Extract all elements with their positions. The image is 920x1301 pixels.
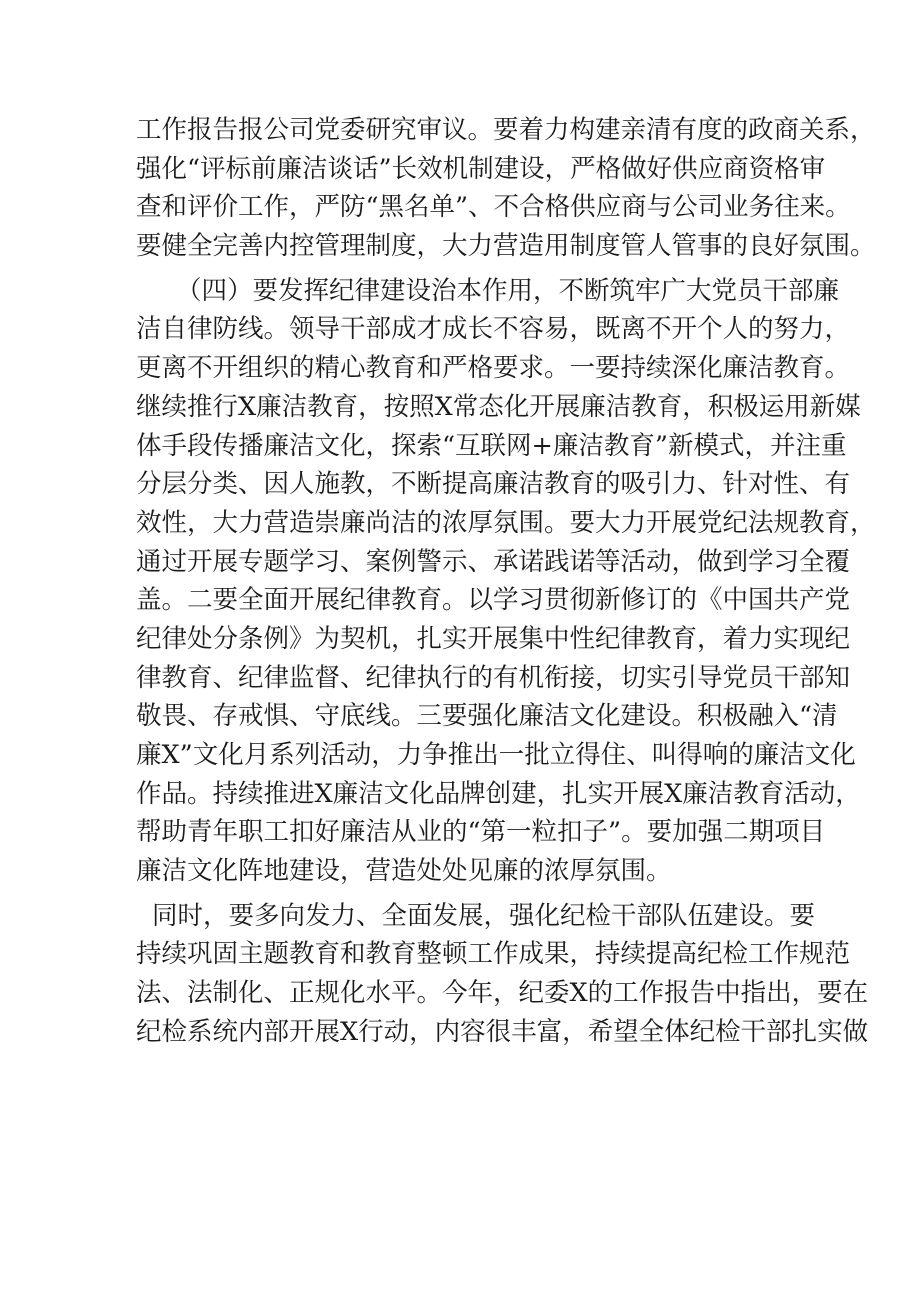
- text-line: 通过开展专题学习、案例警示、承诺践诺等活动，做到学习全覆: [136, 546, 851, 577]
- paragraph-3: [136, 897, 869, 1052]
- text-line: 要健全完善内控管理制度，大力营造用制度管人管事的良好氛围。: [136, 231, 876, 262]
- text-line: 洁自律防线。领导干部成才成长不容易，既离不开个人的努力，: [136, 314, 851, 345]
- text-line: 法、法制化、正规化水平。今年，纪委X的工作报告中指出，要在: [136, 978, 869, 1009]
- text-line: 纪律处分条例》为契机，扎实开展集中性纪律教育，着力实现纪: [136, 623, 851, 654]
- text-line: 体手段传播廉洁文化，探索“互联网+廉洁教育”新模式，并注重: [136, 430, 847, 461]
- paragraph-2: [136, 272, 876, 891]
- document-body: [136, 111, 876, 1052]
- text-line: 查和评价工作，严防“黑名单”、不合格供应商与公司业务往来。: [136, 192, 851, 223]
- text-line: 更离不开组织的精心教育和严格要求。一要持续深化廉洁教育。: [136, 353, 851, 384]
- text-line: 工作报告报公司党委研究审议。要着力构建亲清有度的政商关系，: [136, 115, 876, 145]
- text-line: 同时，要多向发力、全面发展，强化纪检干部队伍建设。要: [152, 900, 816, 931]
- text-line: 继续推行X廉洁教育，按照X常态化开展廉洁教育，积极运用新媒: [136, 391, 861, 422]
- text-line: 强化“评标前廉洁谈话”长效机制建设，严格做好供应商资格审: [136, 153, 826, 184]
- text-line: 帮助青年职工扣好廉洁从业的“第一粒扣子”。要加强二期项目: [136, 817, 826, 848]
- text-line: 分层分类、因人施教，不断提高廉洁教育的吸引力、针对性、有: [136, 469, 851, 500]
- text-line: 盖。二要全面开展纪律教育。以学习贯彻新修订的《中国共产党: [136, 585, 851, 616]
- text-line: 效性，大力营造崇廉尚洁的浓厚氛围。要大力开展党纪法规教育，: [136, 507, 876, 538]
- text-line: 廉洁文化阵地建设，营造处处见廉的浓厚氛围。: [136, 856, 672, 887]
- text-line: 作品。持续推进X廉洁文化品牌创建，扎实开展X廉洁教育活动，: [136, 778, 861, 809]
- text-line: 敬畏、存戒惧、守底线。三要强化廉洁文化建设。积极融入“清: [136, 701, 838, 732]
- text-line: 纪检系统内部开展X行动，内容很丰富，希望全体纪检干部扎实做: [136, 1016, 869, 1047]
- text-line: （四）要发挥纪律建设治本作用，不断筑牢广大党员干部廉: [176, 275, 840, 306]
- text-line: 律教育、纪律监督、纪律执行的有机衔接，切实引导党员干部知: [136, 662, 851, 693]
- paragraph-1: [136, 111, 876, 266]
- text-line: 持续巩固主题教育和教育整顿工作成果，持续提高纪检工作规范: [136, 939, 851, 970]
- text-line: 廉X”文化月系列活动，力争推出一批立得住、叫得响的廉洁文化: [136, 740, 856, 770]
